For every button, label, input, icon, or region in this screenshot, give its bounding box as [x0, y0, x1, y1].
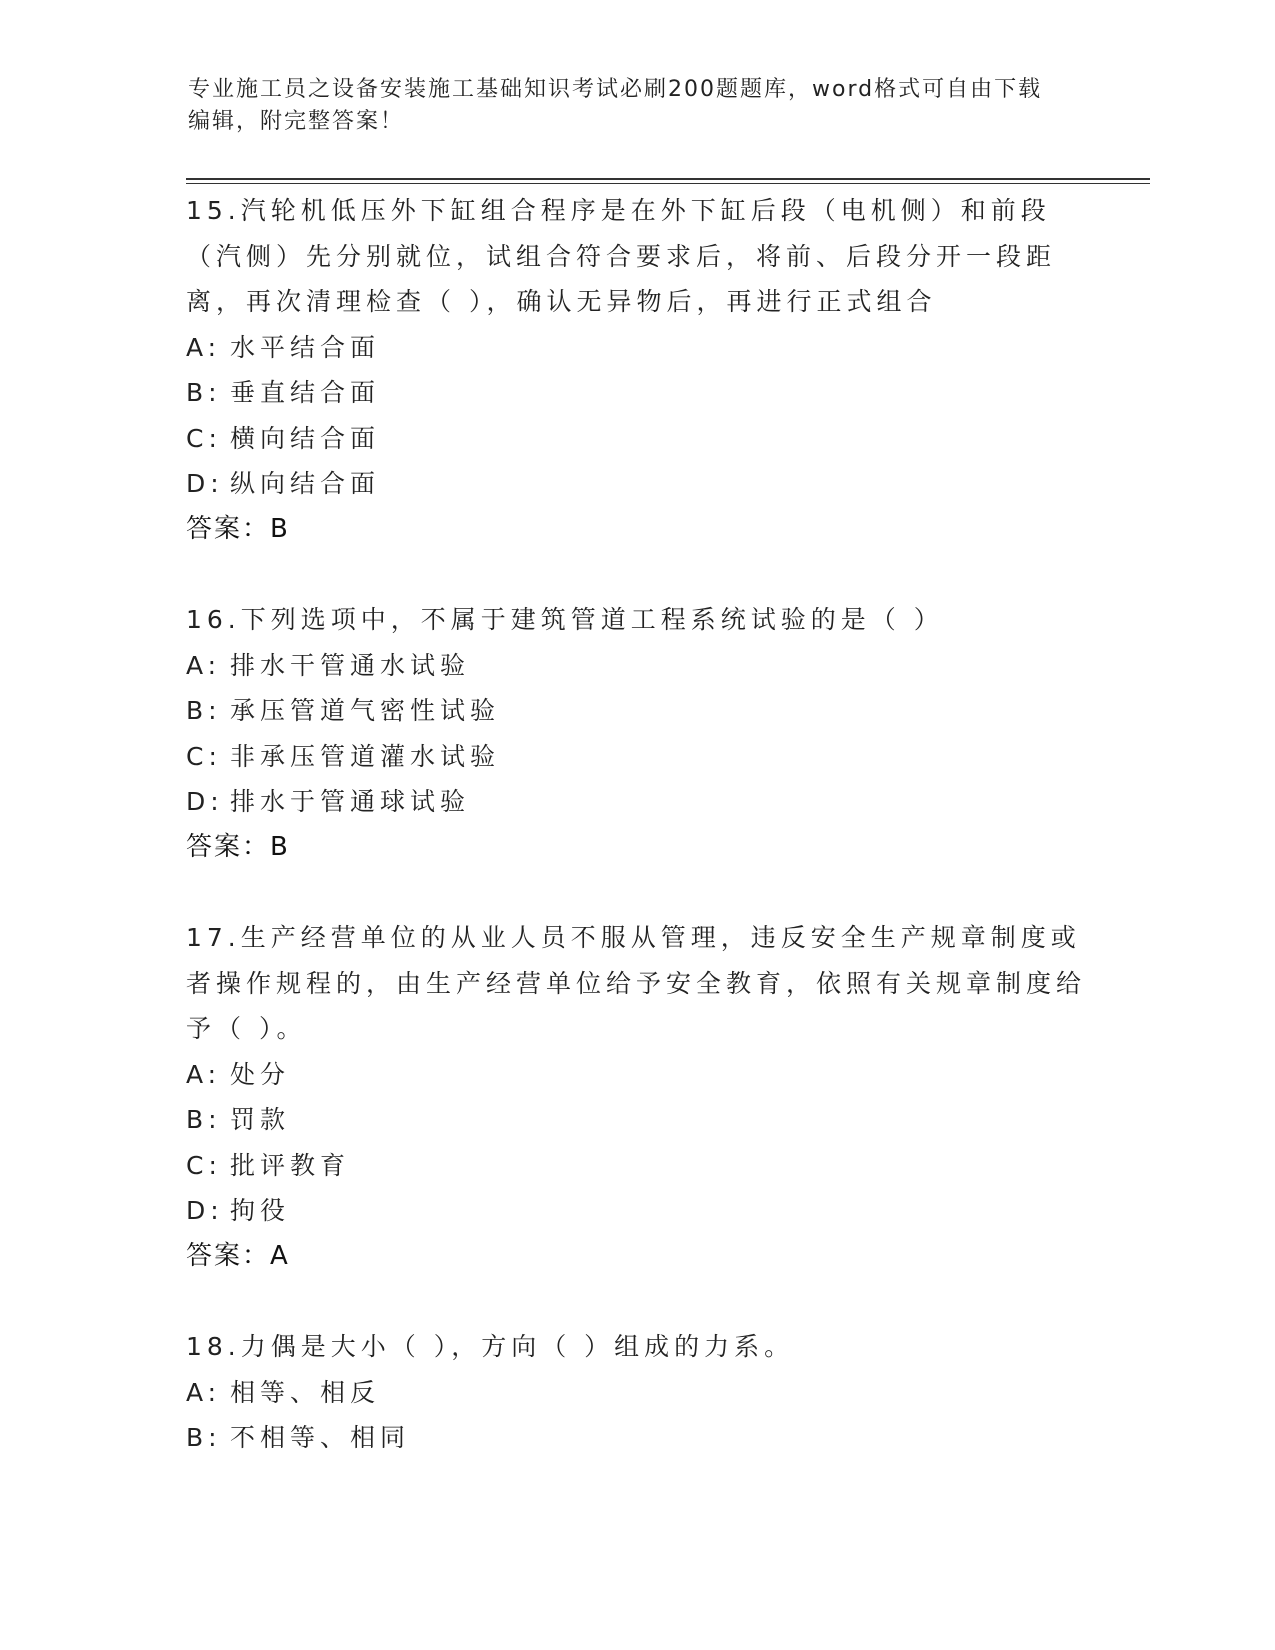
option-b	[186, 1097, 1086, 1143]
option-text: 非承压管道灌水试验	[230, 741, 501, 771]
answer-line: 答案：B	[186, 831, 290, 862]
option-list	[186, 1370, 1086, 1461]
option-text: 排水于管通球试验	[230, 787, 471, 816]
option-a	[186, 1370, 1086, 1416]
option-letter: D:	[186, 787, 224, 816]
document-title-line-1: 专业施工员之设备安装施工基础知识考试必刷200题题库，word格式可自由下载	[188, 77, 1043, 102]
option-a	[186, 325, 1086, 371]
question-list	[186, 188, 1086, 1461]
option-letter: C:	[186, 1150, 222, 1180]
question-stem: 15.汽轮机低压外下缸组合程序是在外下缸后段（电机侧）和前段（汽侧）先分别就位，试组合符合要求后，将前、后段分开一段距离，再次清理检查（ ），确认无异物后，再进行正式组合	[186, 196, 1057, 316]
option-d	[186, 1188, 1086, 1234]
option-letter: B:	[186, 378, 222, 407]
option-letter: D:	[186, 469, 224, 498]
option-text: 罚款	[230, 1105, 291, 1134]
option-text: 横向结合面	[230, 423, 381, 453]
option-letter: B:	[186, 1423, 222, 1452]
option-letter: C:	[186, 741, 222, 771]
option-d	[186, 461, 1086, 507]
option-c	[186, 734, 1086, 780]
option-text: 相等、相反	[230, 1377, 381, 1407]
question-stem: 18.力偶是大小（ ），方向（ ）组成的力系。	[186, 1332, 795, 1361]
header-divider-thin	[186, 183, 1150, 184]
option-letter: D:	[186, 1196, 224, 1225]
question-stem: 16.下列选项中，不属于建筑管道工程系统试验的是（ ）	[186, 605, 944, 634]
option-letter: C:	[186, 423, 222, 453]
option-text: 拘役	[230, 1196, 291, 1225]
question-17	[186, 915, 1086, 1279]
option-text: 不相等、相同	[230, 1423, 411, 1452]
question-stem: 17.生产经营单位的从业人员不服从管理，违反安全生产规章制度或者操作规程的，由生产经营单位给予安全教育，依照有关规章制度给予（ ）。	[186, 923, 1087, 1043]
option-letter: A:	[186, 1059, 222, 1089]
option-letter: B:	[186, 696, 222, 725]
option-text: 垂直结合面	[230, 378, 381, 407]
option-list	[186, 325, 1086, 507]
question-18	[186, 1324, 1086, 1461]
option-a	[186, 1052, 1086, 1098]
option-letter: A:	[186, 332, 222, 362]
option-text: 承压管道气密性试验	[230, 696, 501, 725]
option-c	[186, 416, 1086, 462]
header-divider-thick	[186, 178, 1150, 180]
option-letter: A:	[186, 1377, 222, 1407]
question-spacer	[186, 552, 1086, 597]
question-spacer	[186, 870, 1086, 915]
option-a	[186, 643, 1086, 689]
question-15	[186, 188, 1086, 552]
option-letter: A:	[186, 650, 222, 680]
option-text: 纵向结合面	[230, 469, 381, 498]
document-header	[188, 74, 1068, 138]
document-title-line-2: 编辑，附完整答案！	[188, 109, 405, 134]
option-b	[186, 370, 1086, 416]
option-b	[186, 1415, 1086, 1461]
option-text: 排水干管通水试验	[230, 650, 471, 680]
question-16	[186, 597, 1086, 870]
option-text: 处分	[230, 1059, 291, 1089]
answer-line: 答案：B	[186, 513, 290, 544]
option-text: 水平结合面	[230, 332, 381, 362]
option-letter: B:	[186, 1105, 222, 1134]
question-spacer	[186, 1279, 1086, 1324]
option-list	[186, 1052, 1086, 1234]
option-b	[186, 688, 1086, 734]
option-d	[186, 779, 1086, 825]
option-text: 批评教育	[230, 1150, 351, 1180]
option-list	[186, 643, 1086, 825]
answer-line: 答案：A	[186, 1240, 290, 1271]
option-c	[186, 1143, 1086, 1189]
